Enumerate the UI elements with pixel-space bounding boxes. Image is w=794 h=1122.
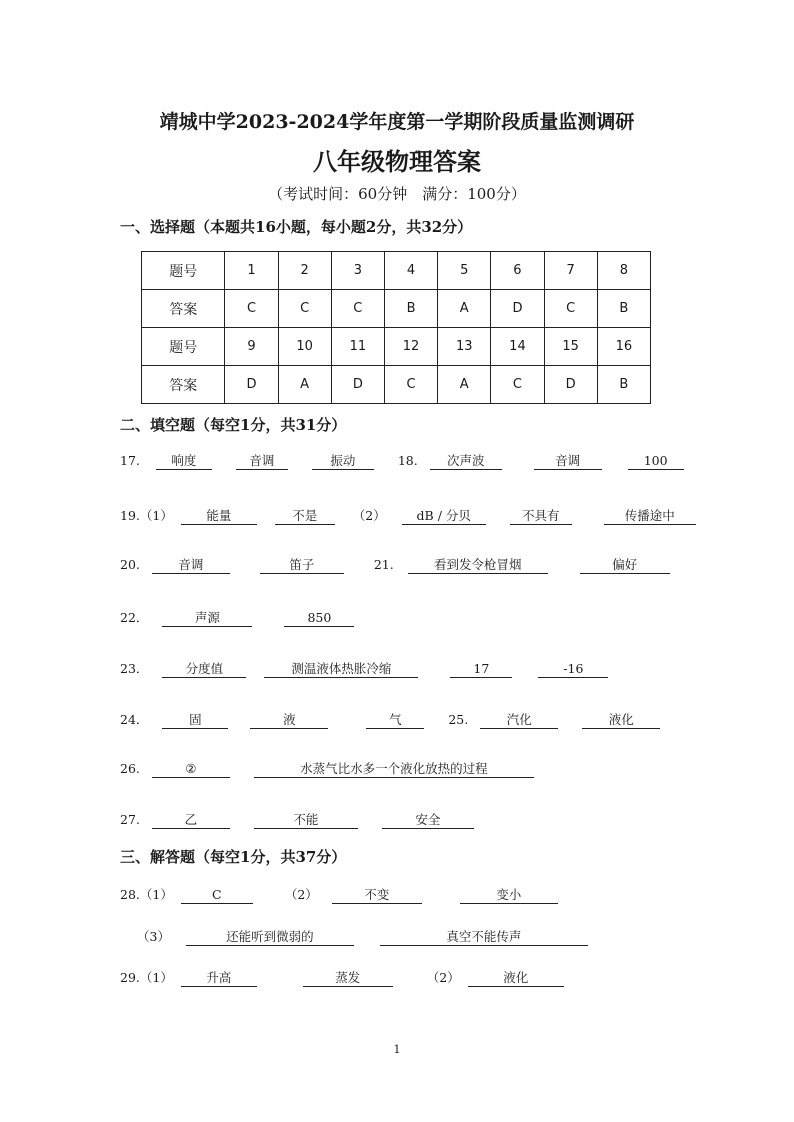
answer-blank: 还能听到微弱的 — [186, 929, 354, 946]
question-number: 27. — [120, 812, 140, 827]
table-cell: 1 — [225, 252, 278, 290]
page-number: 1 — [393, 1043, 401, 1056]
table-cell: 16 — [597, 328, 650, 366]
answer-blank: 850 — [284, 610, 354, 627]
answer-line-28-3 — [137, 927, 588, 946]
answer-line-28 — [120, 885, 558, 904]
answer-blank: 升高 — [181, 970, 257, 987]
table-cell: B — [597, 290, 650, 328]
question-number: 23． — [120, 661, 149, 676]
answer-blank: 真空不能传声 — [380, 929, 588, 946]
answer-blank: 液化 — [468, 970, 564, 987]
answer-blank: 振动 — [312, 453, 374, 470]
paper-title: 八年级物理答案 — [313, 147, 481, 176]
table-row-answers-2 — [142, 366, 651, 404]
table-cell: 4 — [384, 252, 437, 290]
answer-blank: 17 — [450, 661, 512, 678]
answer-blank: 音调 — [236, 453, 288, 470]
answer-line-26 — [120, 761, 534, 778]
table-cell: D — [225, 366, 278, 404]
answer-blank: 不具有 — [510, 508, 572, 525]
table-cell: A — [438, 290, 491, 328]
school-title: 靖城中学2023-2024学年度第一学期阶段质量监测调研 — [159, 111, 635, 133]
table-cell: B — [384, 290, 437, 328]
answer-blank: 液化 — [582, 712, 660, 729]
table-cell: 9 — [225, 328, 278, 366]
table-cell: C — [225, 290, 278, 328]
table-cell: 3 — [331, 252, 384, 290]
table-row-numbers-1 — [142, 252, 651, 290]
answer-blank: ② — [152, 761, 230, 778]
exam-info: （考试时间：60分钟 满分：100分） — [268, 185, 526, 203]
question-number: 19.（1） — [120, 508, 173, 523]
choice-answer-table — [141, 251, 651, 404]
table-cell: D — [544, 366, 597, 404]
section-fill-title: 二、填空题（每空1分，共31分） — [120, 416, 347, 434]
answer-blank: 能量 — [181, 508, 257, 525]
answer-blank: 安全 — [382, 812, 474, 829]
answer-blank: dB / 分贝 — [402, 508, 486, 525]
question-number: 18. — [397, 453, 418, 468]
table-cell: C — [278, 290, 331, 328]
table-cell: 5 — [438, 252, 491, 290]
table-cell: 2 — [278, 252, 331, 290]
table-cell: D — [491, 290, 544, 328]
answer-blank: 水蒸气比水多一个液化放热的过程 — [254, 761, 534, 778]
sub-question-label: （3） — [137, 929, 170, 944]
table-cell: C — [384, 366, 437, 404]
answer-blank: 音调 — [534, 453, 602, 470]
answer-blank: 偏好 — [580, 557, 670, 574]
answer-line-24-25 — [120, 710, 660, 729]
answer-blank: 响度 — [156, 453, 212, 470]
table-cell: 13 — [438, 328, 491, 366]
answer-blank: 次声波 — [430, 453, 502, 470]
table-cell: B — [597, 366, 650, 404]
table-cell: 14 — [491, 328, 544, 366]
answer-blank: 不变 — [332, 887, 422, 904]
table-cell: C — [491, 366, 544, 404]
answer-blank: 声源 — [162, 610, 252, 627]
answer-blank: 分度值 — [162, 661, 246, 678]
question-number: 25. — [448, 712, 469, 727]
answer-line-23 — [120, 659, 608, 678]
answer-line-29 — [120, 968, 564, 987]
table-cell: 12 — [384, 328, 437, 366]
answer-blank: 乙 — [152, 812, 230, 829]
sub-question-label: （2） — [284, 887, 318, 902]
question-number: 22． — [120, 610, 149, 625]
table-header-answer: 答案 — [142, 290, 225, 328]
question-number: 29.（1） — [120, 970, 173, 985]
question-number: 24． — [120, 712, 149, 727]
answer-blank: -16 — [538, 661, 608, 678]
answer-blank: 100 — [628, 453, 684, 470]
table-header-number: 题号 — [142, 252, 225, 290]
answer-blank: 变小 — [460, 887, 558, 904]
answer-line-19 — [120, 506, 696, 525]
table-cell: D — [331, 366, 384, 404]
table-header-answer: 答案 — [142, 366, 225, 404]
table-header-number: 题号 — [142, 328, 225, 366]
answer-blank: 蒸发 — [303, 970, 393, 987]
answer-blank: 不能 — [254, 812, 358, 829]
answer-blank: 不是 — [275, 508, 335, 525]
section-choice-title: 一、选择题（本题共16小题，每小题2分，共32分） — [120, 218, 473, 236]
question-number: 28.（1） — [120, 887, 173, 902]
answer-blank: 传播途中 — [604, 508, 696, 525]
answer-blank: 固 — [162, 712, 228, 729]
answer-blank: C — [181, 887, 253, 904]
answer-blank: 音调 — [152, 557, 230, 574]
question-number: 21. — [373, 557, 394, 572]
answer-blank: 测温液体热胀冷缩 — [264, 661, 418, 678]
table-cell: C — [544, 290, 597, 328]
answer-blank: 看到发令枪冒烟 — [408, 557, 548, 574]
sub-question-label: （2） — [426, 970, 460, 985]
table-cell: 6 — [491, 252, 544, 290]
table-cell: C — [331, 290, 384, 328]
question-number: 26. — [120, 761, 140, 776]
table-cell: 15 — [544, 328, 597, 366]
answer-line-20-21 — [120, 557, 670, 574]
answer-blank: 汽化 — [480, 712, 558, 729]
answer-line-27 — [120, 812, 474, 829]
answer-line-22 — [120, 608, 354, 627]
table-cell: 8 — [597, 252, 650, 290]
table-cell: A — [278, 366, 331, 404]
table-cell: 11 — [331, 328, 384, 366]
question-number: 20. — [120, 557, 140, 572]
answer-line-17-18 — [120, 453, 684, 470]
question-number: 17. — [120, 453, 140, 468]
table-cell: 7 — [544, 252, 597, 290]
table-cell: A — [438, 366, 491, 404]
table-row-answers-1 — [142, 290, 651, 328]
sub-question-label: （2） — [352, 508, 386, 523]
table-cell: 10 — [278, 328, 331, 366]
table-row-numbers-2 — [142, 328, 651, 366]
answer-blank: 液 — [250, 712, 328, 729]
section-answer-title: 三、解答题（每空1分，共37分） — [120, 848, 347, 866]
answer-blank: 笛子 — [260, 557, 344, 574]
answer-blank: 气 — [366, 712, 424, 729]
